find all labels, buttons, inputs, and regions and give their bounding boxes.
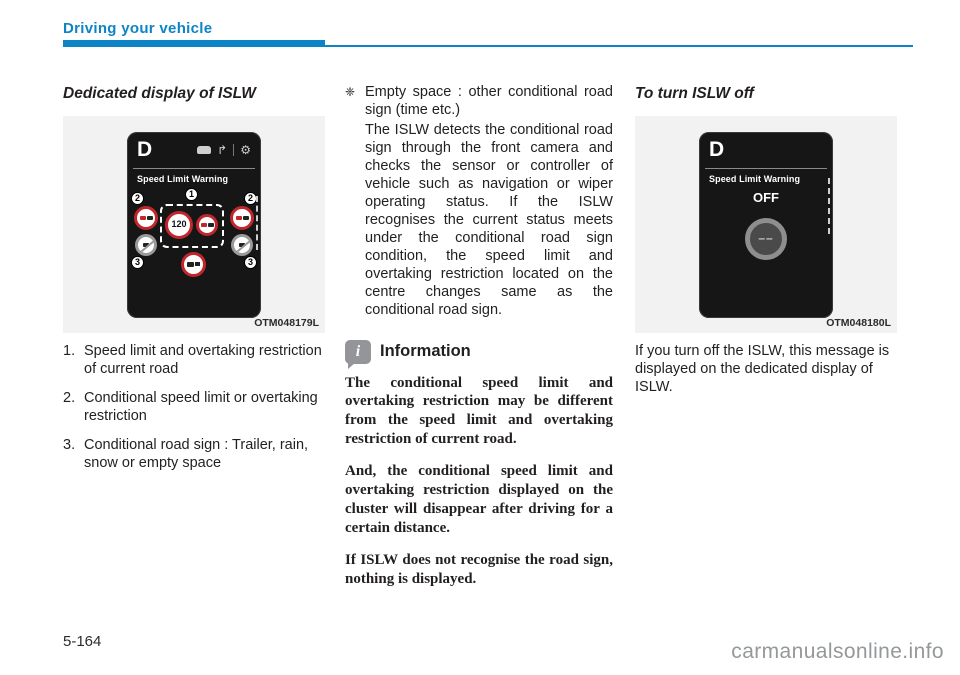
flower-bullet-icon: ❈ (345, 85, 356, 99)
empty-space-note (345, 84, 613, 120)
information-icon: i (345, 340, 371, 364)
watermark: carmanualsonline.info (731, 640, 944, 663)
info-paragraph: The conditional speed limit and overtaking restriction may be different from the speed limit and overtaking restriction of current road. (345, 374, 613, 448)
section-title: Driving your vehicle (63, 20, 213, 37)
list-item (63, 437, 325, 473)
column-turn-off (635, 84, 897, 397)
list-text: Conditional road sign : Trailer, rain, snow or empty space (84, 437, 309, 472)
scroll-indicator-dashes (828, 178, 830, 234)
callout-3-right: 3 (244, 256, 257, 269)
list-text: Speed limit and overtaking restriction of current road (84, 343, 322, 378)
list-number: 2. (63, 390, 76, 407)
cluster-display-islw (127, 132, 261, 318)
scroll-indicator-dashes (256, 196, 258, 250)
list-number: 1. (63, 343, 76, 360)
cluster-divider (133, 168, 255, 169)
list-item (63, 343, 325, 379)
column3-heading: To turn ISLW off (635, 85, 754, 102)
gear-icon: ⚙ (240, 142, 251, 157)
callout-2-left: 2 (131, 192, 144, 205)
cluster-display-islw-off (699, 132, 833, 318)
information-header (345, 340, 613, 364)
display-title: Speed Limit Warning (709, 173, 801, 184)
display-title: Speed Limit Warning (137, 173, 229, 184)
no-overtaking-sign-right (230, 206, 254, 230)
turn-arrow-icon: ↱ (217, 142, 228, 157)
column-description (345, 84, 613, 602)
islw-off-circle-icon: –– (745, 218, 787, 260)
page-number: 5-164 (63, 633, 102, 650)
callout-3-left: 3 (131, 256, 144, 269)
end-of-restriction-sign-left (135, 234, 157, 256)
bullet-text: Empty space : other conditional road sign (time etc.) (365, 84, 613, 118)
icon-divider (233, 144, 234, 156)
speed-limit-120-sign: 120 (165, 211, 193, 239)
list-item (63, 390, 325, 426)
cluster-divider (705, 168, 827, 169)
list-number: 3. (63, 437, 76, 454)
list-text: Conditional speed limit or overtaking restriction (84, 390, 318, 425)
trailer-sign (181, 252, 206, 277)
figure-islw-off-display (635, 116, 897, 333)
no-overtaking-sign-center (196, 214, 218, 236)
information-title: Information (380, 342, 471, 361)
column1-heading: Dedicated display of ISLW (63, 85, 256, 102)
end-of-restriction-sign-right (231, 234, 253, 256)
no-overtaking-sign-left (134, 206, 158, 230)
figure-islw-display (63, 116, 325, 333)
callout-1: 1 (185, 188, 198, 201)
callout-2-right: 2 (244, 192, 257, 205)
islw-description-paragraph: The ISLW detects the conditional road sign through the front camera and checks the sensor or controller of vehicle such as navigation or wiper operating status. If the ISLW recognises the current status meets under the conditional road sign condition, the speed limit and overtaking restriction located on the centre changes same as the conditional road sign. (365, 121, 613, 318)
gear-indicator: D (137, 137, 153, 161)
cluster-menu-icons (197, 144, 251, 156)
column-dedicated-display (63, 84, 325, 484)
header-rule-thick (63, 40, 325, 47)
off-label: OFF (753, 189, 779, 205)
figure-caption: OTM048179L (254, 317, 319, 330)
info-paragraph: If ISLW does not recognise the road sign, nothing is displayed. (345, 551, 613, 587)
figure-caption: OTM048180L (826, 317, 891, 330)
car-icon (197, 146, 211, 154)
legend-list (63, 343, 325, 473)
info-paragraph: And, the conditional speed limit and overtaking restriction displayed on the cluster will disappear after driving for a certain distance. (345, 463, 613, 536)
gear-indicator: D (709, 137, 725, 161)
turn-off-paragraph: If you turn off the ISLW, this message is displayed on the dedicated display of ISLW. (635, 343, 890, 396)
